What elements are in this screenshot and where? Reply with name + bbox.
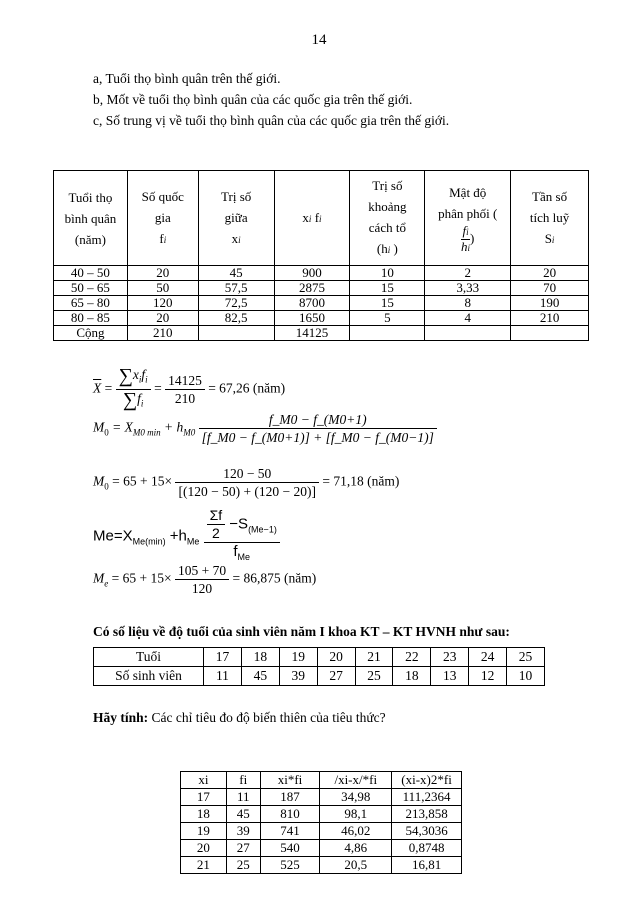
table-cell: 21 [355, 648, 393, 667]
table-cell: 16,81 [392, 857, 462, 874]
table-cell: 1650 [274, 311, 350, 326]
question-a: a, Tuổi thọ bình quân trên thế giới. [93, 71, 281, 86]
table-cell: 25 [507, 648, 545, 667]
table-cell: 20 [181, 840, 227, 857]
table-header-row [181, 772, 462, 789]
table-cell [425, 326, 511, 341]
life-expectancy-table [53, 170, 589, 341]
median-general-fraction: $\frac{\Sigma f}{2}$ $-S_{(Me-1)}$ $f_{Me}$ [204, 507, 280, 566]
table-cell: 34,98 [320, 789, 392, 806]
table-cell: 210 [127, 326, 198, 341]
table-cell: 5 [350, 311, 425, 326]
table-cell: 19 [181, 823, 227, 840]
table-cell: 14125 [274, 326, 350, 341]
table-cell: 12 [469, 667, 507, 686]
table-cell: 21 [181, 857, 227, 874]
table-row [54, 311, 589, 326]
table-cell [198, 326, 274, 341]
column-header: fi [226, 772, 260, 789]
table-cell: 45 [198, 266, 274, 281]
table-cell: 23 [431, 648, 469, 667]
table-cell: 2 [425, 266, 511, 281]
table-cell: 4 [425, 311, 511, 326]
table-cell [350, 326, 425, 341]
table-cell: 120 [127, 296, 198, 311]
median-value-fraction: $\frac{105 + 70}{120}$ [175, 562, 229, 597]
table-cell: 18 [241, 648, 279, 667]
table-cell: 22 [393, 648, 431, 667]
row-label: Số sinh viên [94, 667, 204, 686]
table-cell: Cộng [54, 326, 128, 341]
table-row [181, 840, 462, 857]
row-label: Tuổi [94, 648, 204, 667]
section-title: Có số liệu về độ tuổi của sinh viên năm I khoa KT – KT HVNH như sau: [93, 624, 510, 639]
header-country-count: Số quốc gia fi [127, 171, 198, 266]
table-cell: 525 [260, 857, 320, 874]
table-cell: 39 [226, 823, 260, 840]
table-cell: 4,86 [320, 840, 392, 857]
table-cell: 741 [260, 823, 320, 840]
table-cell: 27 [317, 667, 355, 686]
table-cell: 3,33 [425, 281, 511, 296]
column-header: xi [181, 772, 227, 789]
table-cell: 57,5 [198, 281, 274, 296]
table-cell: 19 [279, 648, 317, 667]
mode-value-formula: $M_0 = 65 + 15\times$ $\frac{120 - 50}{[(120 - 50) + (120 - 20)]}$ = 71,18 (năm) [93, 466, 400, 499]
question-b: b, Mốt về tuổi thọ bình quân của các quốc gia trên thế giới. [93, 92, 413, 107]
table-cell: 20 [317, 648, 355, 667]
table-cell: 18 [181, 806, 227, 823]
table-cell: 13 [431, 667, 469, 686]
table-row [54, 296, 589, 311]
table-cell: 15 [350, 281, 425, 296]
table-cell: 20 [127, 266, 198, 281]
header-interval-width: Trị số khoảng cách tổ (hi ) [350, 171, 425, 266]
median-value-formula: $M_e = 65 + 15\times$ $\frac{105 + 70}{120}$ = 86,875 (năm) [93, 563, 317, 596]
table-cell: 25 [355, 667, 393, 686]
table-cell: 20,5 [320, 857, 392, 874]
header-midpoint: Trị số giữa xi [198, 171, 274, 266]
header-density: Mật độ phân phối ( fi hi) [425, 171, 511, 266]
question-list [93, 68, 449, 131]
table-cell: 82,5 [198, 311, 274, 326]
table-cell: 27 [226, 840, 260, 857]
table-cell: 187 [260, 789, 320, 806]
table-cell: 0,8748 [392, 840, 462, 857]
table-cell: 46,02 [320, 823, 392, 840]
table-cell: 190 [511, 296, 589, 311]
table-total-row [54, 326, 589, 341]
table-cell: 50 [127, 281, 198, 296]
table-cell: 11 [226, 789, 260, 806]
table-cell: 11 [204, 667, 242, 686]
table-cell: 111,2364 [392, 789, 462, 806]
header-age-range: Tuổi thọ bình quân (năm) [54, 171, 128, 266]
table-cell: 45 [226, 806, 260, 823]
page-number: 14 [311, 32, 327, 48]
table-cell: 98,1 [320, 806, 392, 823]
mean-numeric-fraction: $\frac{14125}{210}$ [165, 372, 205, 407]
table-cell: 210 [511, 311, 589, 326]
table-row [181, 789, 462, 806]
table-cell: 40 – 50 [54, 266, 128, 281]
table-cell: 540 [260, 840, 320, 857]
header-xf-product: xi fi [274, 171, 350, 266]
table-row [54, 281, 589, 296]
table-cell: 810 [260, 806, 320, 823]
mean-symbolic-fraction: $\frac{\sum x_if_i}{\sum f_i}$ [116, 366, 151, 412]
mean-formula: $\overline{X}$ = $\frac{\sum x_if_i}{\sum f_i}$ = $\frac{14125}{210}$ = 67,26 (năm) [93, 365, 286, 411]
table-cell: 17 [181, 789, 227, 806]
mode-value-fraction: $\frac{120 - 50}{[(120 - 50) + (120 - 20)]}$ [175, 465, 319, 500]
table-cell: 15 [350, 296, 425, 311]
table-cell: 900 [274, 266, 350, 281]
student-age-table [93, 647, 545, 686]
table-cell: 25 [226, 857, 260, 874]
table-cell: 213,858 [392, 806, 462, 823]
table-row [94, 667, 545, 686]
table-header-row [54, 171, 589, 266]
table-row [94, 648, 545, 667]
table-cell: 65 – 80 [54, 296, 128, 311]
table-row [181, 806, 462, 823]
mode-general-fraction: $\frac{f\_M0 - f\_(M0+1)}{[f\_M0 - f\_(M0+1)] + [f\_M0 - f\_(M0-1)]}$ [199, 411, 437, 446]
column-header: (xi-x)2*fi [392, 772, 462, 789]
table-cell: 8700 [274, 296, 350, 311]
table-row [54, 266, 589, 281]
density-fraction: fi hi [461, 222, 471, 254]
table-cell: 70 [511, 281, 589, 296]
median-general-formula: $Me=X_{Me(min)} +h_{Me}$ $\frac{\Sigma f}{2}$ $-S_{(Me-1)}$ $f_{Me}$ [93, 507, 280, 566]
table-cell: 18 [393, 667, 431, 686]
table-cell: 8 [425, 296, 511, 311]
question-c: c, Số trung vị về tuổi thọ bình quân của các quốc gia trên thế giới. [93, 113, 450, 128]
table-cell: 50 – 65 [54, 281, 128, 296]
table-cell: 80 – 85 [54, 311, 128, 326]
task-instruction: Hãy tính: Các chỉ tiêu đo độ biến thiên của tiêu thức? [93, 710, 386, 725]
table-cell: 54,3036 [392, 823, 462, 840]
table-cell: 45 [241, 667, 279, 686]
calculation-table [180, 771, 462, 874]
header-cumulative-frequency: Tần số tích luỹ Si [511, 171, 589, 266]
table-cell: 72,5 [198, 296, 274, 311]
table-cell: 10 [507, 667, 545, 686]
table-row [181, 823, 462, 840]
table-cell: 17 [204, 648, 242, 667]
column-header: /xi-x/*fi [320, 772, 392, 789]
table-cell: 2875 [274, 281, 350, 296]
table-cell: 24 [469, 648, 507, 667]
table-cell: 39 [279, 667, 317, 686]
table-cell: 10 [350, 266, 425, 281]
table-cell [511, 326, 589, 341]
table-cell: 20 [511, 266, 589, 281]
table-cell: 20 [127, 311, 198, 326]
mode-general-formula: $M_0 = X_{M0 min} + h_{M0}$ $\frac{f\_M0 - f\_(M0+1)}{[f\_M0 - f\_(M0+1)] + [f\_M0 - f\_(M0-1)]}$ [93, 411, 437, 446]
column-header: xi*fi [260, 772, 320, 789]
table-row [181, 857, 462, 874]
